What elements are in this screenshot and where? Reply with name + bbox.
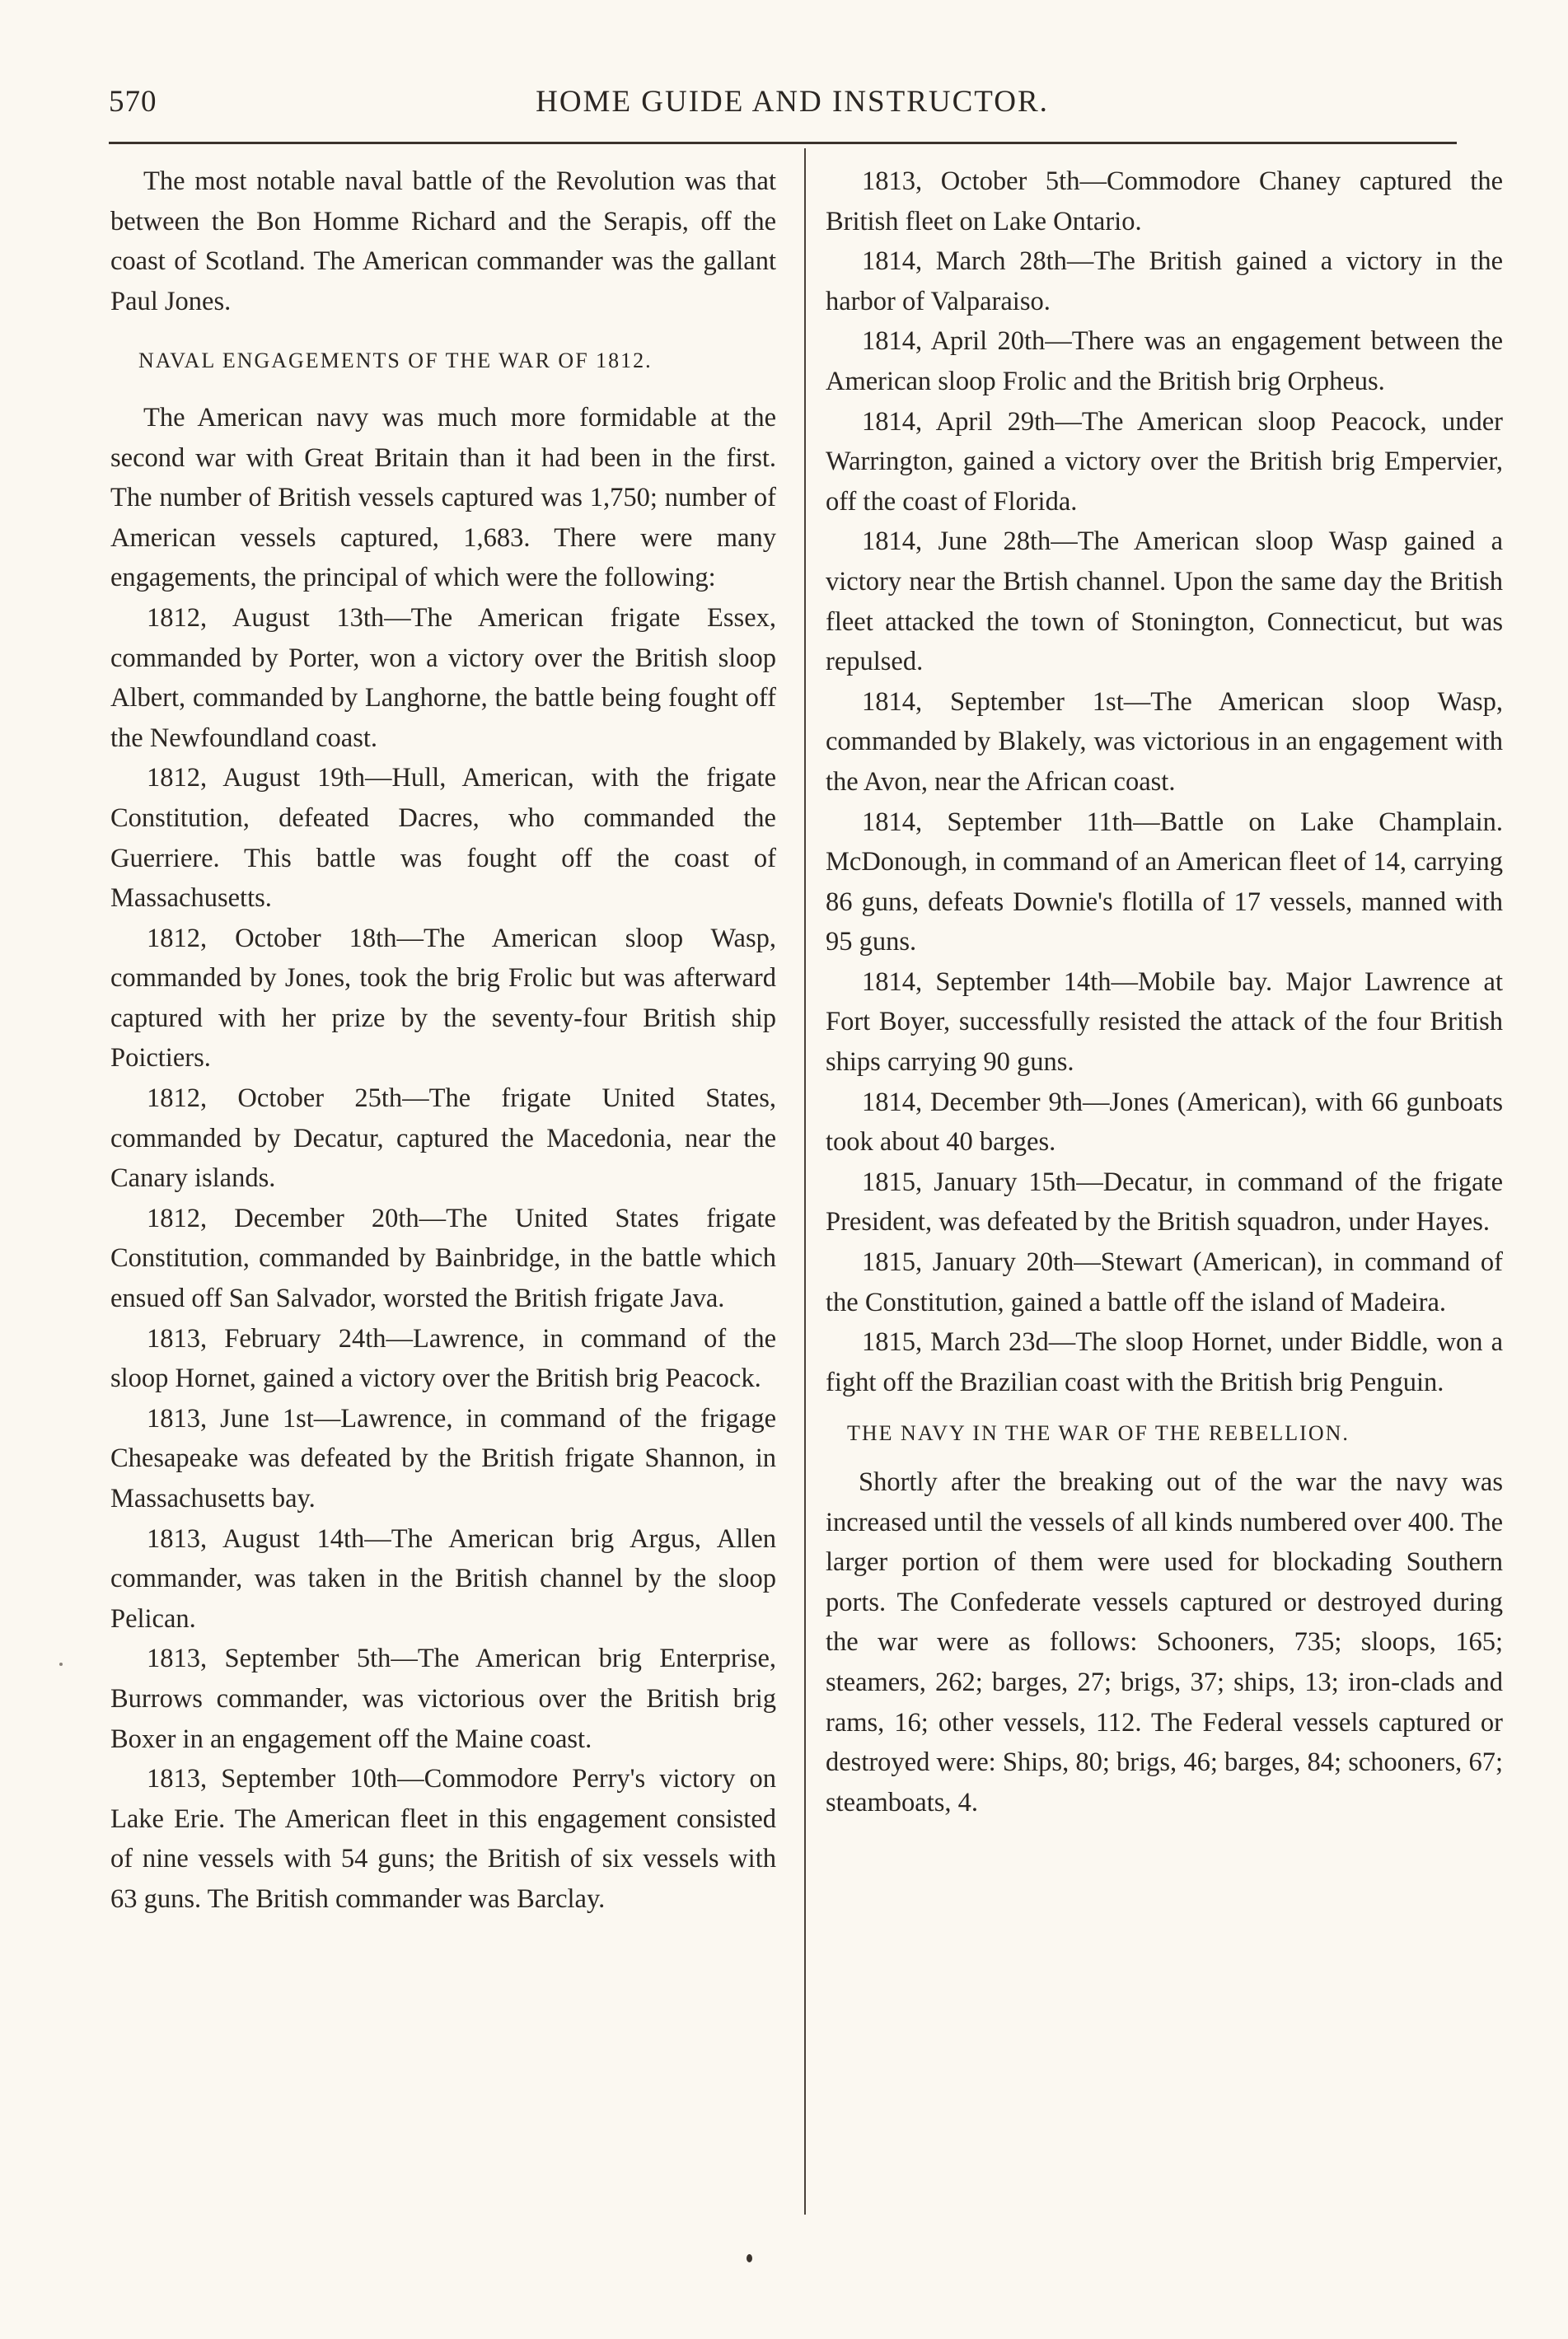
engagement-entry: 1815, March 23d—The sloop Hornet, under Biddle, won a fight off the Brazilian coast with the British brig Penguin. xyxy=(826,1327,1503,1397)
engagement-entry: 1812, August 19th—Hull, American, with the frigate Constitution, defeated Dacres, who commanded the Guerriere. This battle was fought off the coast of Massachusetts. xyxy=(110,763,776,914)
left-column xyxy=(110,161,776,1920)
engagement-entry: 1814, September 1st—The American sloop Wasp, commanded by Blakely, was victorious in an engagement with the Avon, near the African coast. xyxy=(826,686,1503,797)
engagement-entry: 1813, October 5th—Commodore Chaney captured the British fleet on Lake Ontario. xyxy=(826,166,1503,236)
right-column xyxy=(826,161,1503,1822)
revolution-paragraph: The most notable naval battle of the Revolution was that between the Bon Homme Richard and the Serapis, off the coast of Scotland. The American commander was the gallant Paul Jones. xyxy=(110,166,776,316)
header-rule xyxy=(109,142,1457,144)
engagement-entry: 1814, April 20th—There was an engagement between the American sloop Frolic and the British brig Orpheus. xyxy=(826,326,1503,396)
column-divider xyxy=(804,148,806,2215)
engagement-entry: 1814, June 28th—The American sloop Wasp gained a victory near the Brtish channel. Upon the same day the British fleet attacked the town of Stonington, Connecticut, but was repulsed. xyxy=(826,526,1503,677)
engagement-entry: 1815, January 15th—Decatur, in command of the frigate President, was defeated by the British squadron, under Hayes. xyxy=(826,1167,1503,1237)
engagement-entry: 1815, January 20th—Stewart (American), in command of the Constitution, gained a battle off the island of Madeira. xyxy=(826,1247,1503,1317)
engagement-entry: 1814, March 28th—The British gained a victory in the harbor of Valparaiso. xyxy=(826,246,1503,316)
engagement-entry: 1813, August 14th—The American brig Argus, Allen commander, was taken in the British channel by the sloop Pelican. xyxy=(110,1523,776,1634)
section-heading-rebellion: THE NAVY IN THE WAR OF THE REBELLION. xyxy=(847,1421,1350,1446)
section-heading-1812: NAVAL ENGAGEMENTS OF THE WAR OF 1812. xyxy=(138,349,653,373)
war-1812-intro: The American navy was much more formidable at the second war with Great Britain than it had been in the first. The number of British vessels captured was 1,750; number of American vessels captured, 1,683. There were many engagements, the principal of which were the following: xyxy=(110,402,776,593)
margin-speck xyxy=(59,1663,63,1666)
footer-ornament xyxy=(747,2254,752,2262)
page-number: 570 xyxy=(109,85,157,119)
engagement-entry: 1814, December 9th—Jones (American), with 66 gunboats took about 40 barges. xyxy=(826,1087,1503,1158)
engagement-entry: 1813, September 10th—Commodore Perry's victory on Lake Erie. The American fleet in this engagement consisted of nine vessels with 54 guns; the British of six vessels with 63 guns. The British commander was Barclay. xyxy=(110,1764,776,1914)
engagement-entry: 1813, June 1st—Lawrence, in command of the frigage Chesapeake was defeated by the British frigate Shannon, in Massachusetts bay. xyxy=(110,1403,776,1513)
engagement-entry: 1812, October 18th—The American sloop Wasp, commanded by Jones, took the brig Frolic but was afterward captured with her prize by the seventy-four British ship Poictiers. xyxy=(110,923,776,1074)
engagement-entry: 1814, April 29th—The American sloop Peacock, under Warrington, gained a victory over the British brig Empervier, off the coast of Florida. xyxy=(826,406,1503,517)
engagement-entry: 1812, October 25th—The frigate United States, commanded by Decatur, captured the Macedonia, near the Canary islands. xyxy=(110,1083,776,1194)
engagement-entry: 1813, September 5th—The American brig Enterprise, Burrows commander, was victorious over the British brig Boxer in an engagement off the Maine coast. xyxy=(110,1644,776,1754)
rebellion-paragraph: Shortly after the breaking out of the war the navy was increased until the vessels of all kinds numbered over 400. The larger portion of them were used for blockading Southern ports. The Confederate vessels captured or destroyed during the war were as follows: Schooners, 735; sloops, 165; steamers, 262; barges, 27; brigs, 37; ships, 13; iron-clads and rams, 16; other vessels, 112. The Federal vessels captured or destroyed were: Ships, 80; brigs, 46; barges, 84; schooners, 67; steamboats, 4. xyxy=(826,1467,1503,1817)
running-head: HOME GUIDE AND INSTRUCTOR. xyxy=(536,85,1049,119)
engagement-entry: 1814, September 11th—Battle on Lake Champlain. McDonough, in command of an American fleet of 14, carrying 86 guns, defeats Downie's flotilla of 17 vessels, manned with 95 guns. xyxy=(826,807,1503,957)
engagement-entry: 1813, February 24th—Lawrence, in command of the sloop Hornet, gained a victory over the British brig Peacock. xyxy=(110,1323,776,1394)
engagement-entry: 1814, September 14th—Mobile bay. Major Lawrence at Fort Boyer, successfully resisted the attack of the four British ships carrying 90 guns. xyxy=(826,966,1503,1078)
engagement-entry: 1812, December 20th—The United States frigate Constitution, commanded by Bainbridge, in the battle which ensued off San Salvador, worsted the British frigate Java. xyxy=(110,1203,776,1314)
engagement-entry: 1812, August 13th—The American frigate Essex, commanded by Porter, won a victory over the British sloop Albert, commanded by Langhorne, the battle being fought off the Newfoundland coast. xyxy=(110,602,776,753)
